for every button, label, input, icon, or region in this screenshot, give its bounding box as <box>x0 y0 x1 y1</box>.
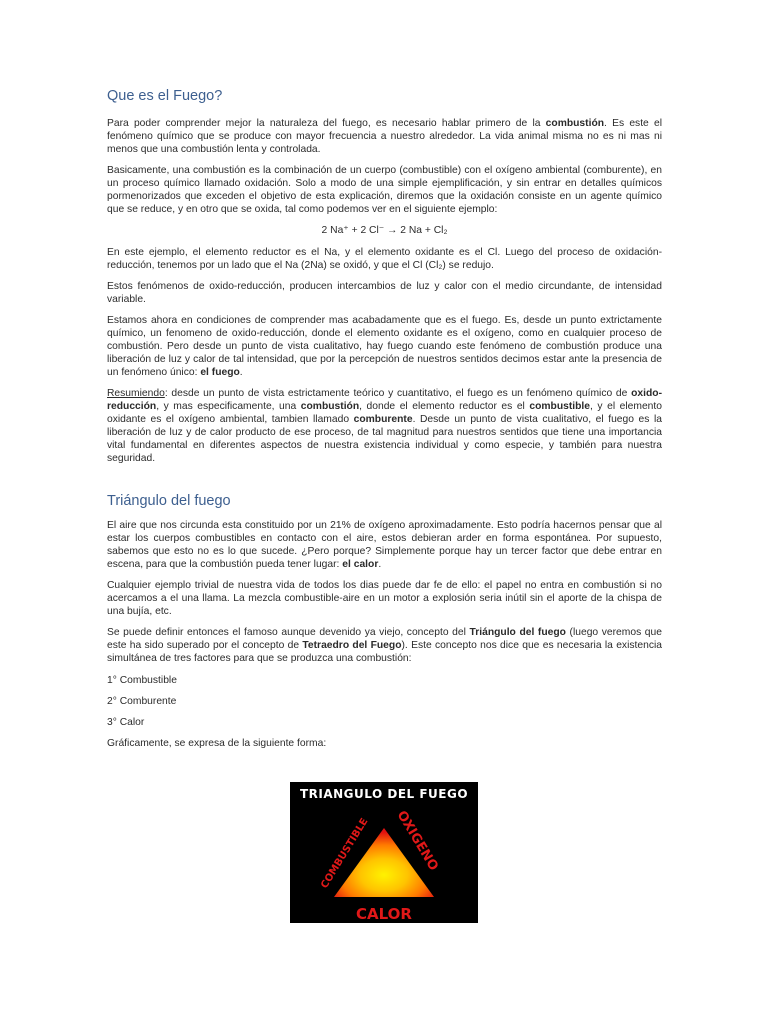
list-item: 1° Combustible <box>107 675 177 686</box>
figure-bottom-label: CALOR <box>356 905 412 923</box>
paragraph-concepto: Se puede definir entonces el famoso aunque devenido ya viejo, concepto del Triángulo del fuego (luego veremos que este ha sido superado por el concepto de Tetraedro del Fuego). Este concepto nos dice que es necesaria la existencia simultánea de tres factores para que se produzca una combustión: <box>107 627 662 664</box>
list-item: 3° Calor <box>107 717 145 728</box>
section-title-triangulo: Triángulo del fuego <box>107 493 231 509</box>
figure-left-label: COMBUSTIBLE <box>319 816 371 891</box>
fire-triangle-figure <box>290 782 478 923</box>
paragraph-example: En este ejemplo, el elemento reductor es el Na, y el elemento oxidante es el Cl. Luego del proceso de oxidación-reducción, tenemos por un lado que el Na (2Na) se oxidó, y que el Cl (Cl₂) se redujo. <box>107 247 662 271</box>
paragraph-oxido-reduccion: Estos fenómenos de oxido-reducción, producen intercambios de luz y calor con el medio circundante, de intensidad variable. <box>107 281 662 305</box>
figure-title: TRIANGULO DEL FUEGO <box>299 787 469 801</box>
section-title-fuego: Que es el Fuego? <box>107 88 223 104</box>
figure-right-label: OXIGENO <box>393 808 441 874</box>
paragraph-resumiendo: Resumiendo: desde un punto de vista estrictamente teórico y cuantitativo, el fuego es un fenómeno químico de oxido-reducción, y mas especificamente, una combustión, donde el elemento reductor es el combustible, y el elemento oxidante es el oxígeno ambiental, tambien llamado comburente. Desde un punto de vista cualitativo, el fuego es la liberación de luz y de calor producto de ese proceso, de tal magnitud para nuestros sentidos que tiene una importancia vital fundamental en diferentes aspectos de nuestra existencia individual y como especie, y también para nuestra seguridad. <box>107 388 663 464</box>
list-item: 2° Comburente <box>107 696 177 707</box>
paragraph-ejemplo-trivial: Cualquier ejemplo trivial de nuestra vida de todos los dias puede dar fe de ello: el papel no entra en combustión si no acercamos a el una llama. La mezcla combustible-aire en un motor a explosión seria inútil sin el aporte de la chispa de una bujía, etc. <box>107 580 662 617</box>
paragraph-fuego: Estamos ahora en condiciones de comprender mas acabadamente que es el fuego. Es, desde un punto extrictamente químico, un fenomeno de oxido-reducción, donde el elemento oxidante es el oxígeno, como en cualquier proceso de combustión. Pero desde un punto de vista cualitativo, hay fuego cuando este fenómeno de combustión produce una liberación de luz y calor de tal intensidad, que por la percepción de nuestros sentidos decimos estar ante la presencia de un fenómeno único: el fuego. <box>107 315 662 378</box>
paragraph-intro: Para poder comprender mejor la naturaleza del fuego, es necesario hablar primero de la combustión. Es este el fenómeno químico que se produce con mayor frecuencia a nuestro alrededor. La vida animal misma no es ni mas ni menos que una combustión lenta y controlada. <box>107 118 663 155</box>
paragraph-graficamente: Gráficamente, se expresa de la siguiente forma: <box>107 738 327 749</box>
document-content <box>107 88 662 750</box>
paragraph-aire: El aire que nos circunda esta constituido por un 21% de oxígeno aproximadamente. Esto podría hacernos pensar que al estar los cuerpos combustibles en contacto con el aire, estos debieran arder en forma espontánea. Por supuesto, sabemos que esto no es lo que sucede. ¿Pero porque? Simplemente porque hay un tercer factor que debe entrar en escena, para que la combustión pueda tener lugar: el calor. <box>107 520 662 570</box>
fire-triangle-diagram <box>290 782 478 923</box>
paragraph-combustion: Basicamente, una combustión es la combinación de un cuerpo (combustible) con el oxígeno ambiental (comburente), en un proceso químico llamado oxidación. Solo a modo de una simple ejemplificación, y sin entrar en detalles químicos pormenorizados que exceden el objetivo de esta explicación, diremos que la oxidación consiste en un agente químico que se reduce, y en otro que se oxida, tal como podemos ver en el siguiente ejemplo: <box>107 165 662 215</box>
chemical-equation: 2 Na⁺ + 2 Cl⁻ → 2 Na + Cl₂ <box>321 225 448 236</box>
